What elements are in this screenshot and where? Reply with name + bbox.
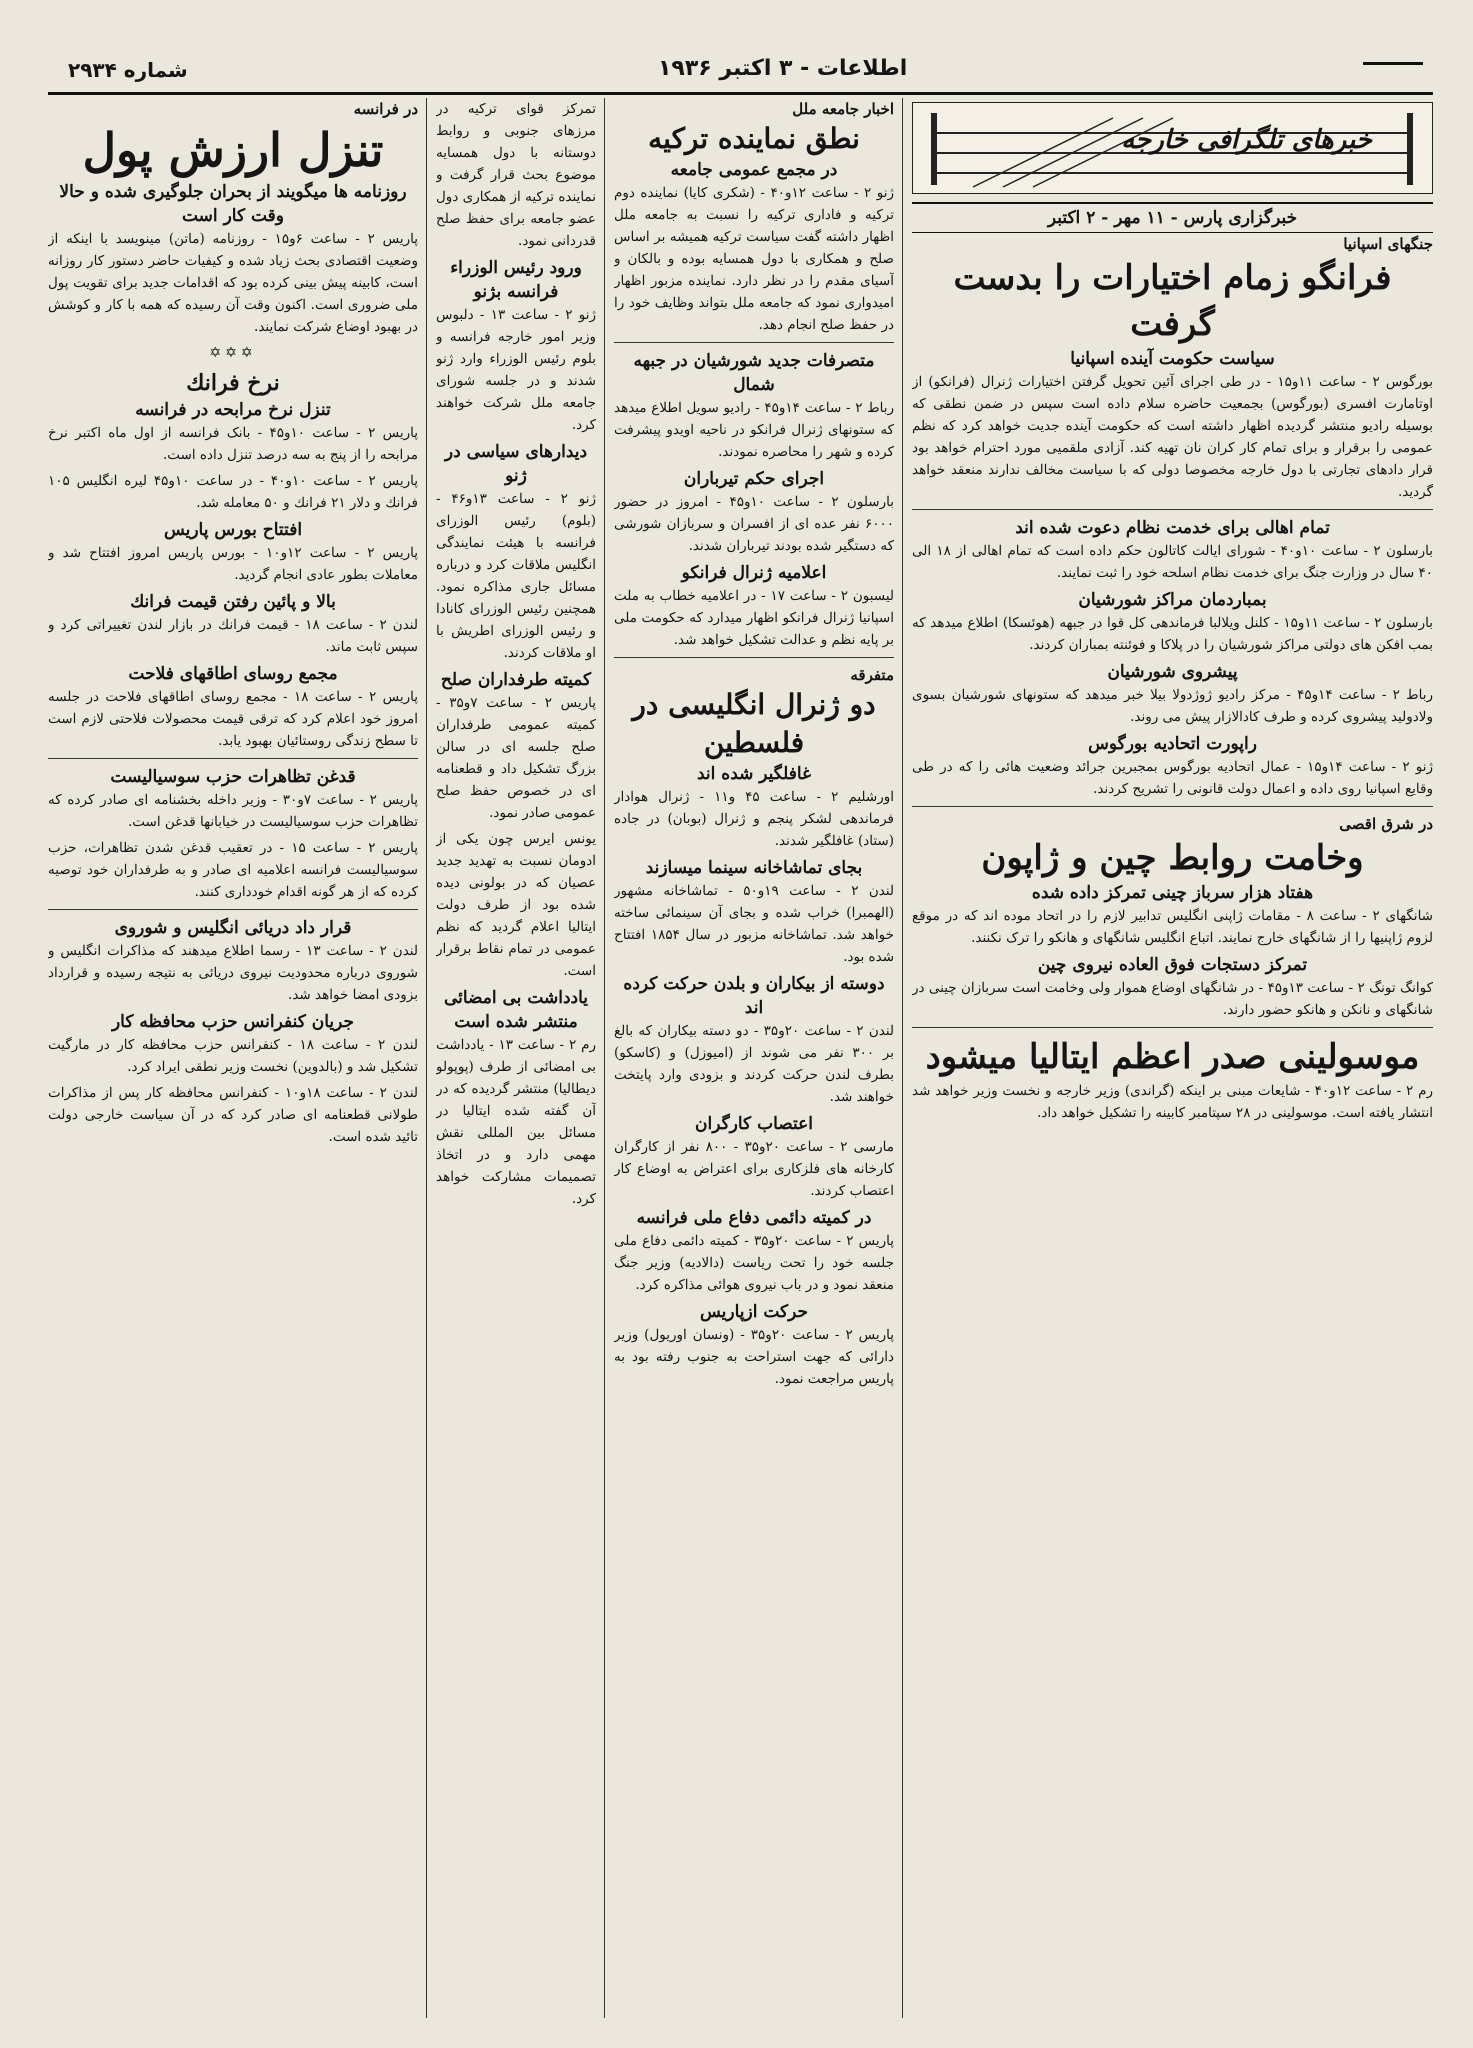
article-cinema: لندن ۲ - ساعت ۱۹و۵۰ - تماشاخانه مشهور (الهمبرا) خراب شده و بجای آن سینمائی ساخته خواهد شد. تماشاخانه مزبور در سال ۱۸۵۴ افتتاح شده بود. xyxy=(614,883,894,965)
headline-peace: کمیته طرفداران صلح xyxy=(440,670,592,690)
headline-report: راپورت اتحادیه بورگوس xyxy=(1088,734,1257,754)
article-agriculture: پاریس ۲ - ساعت ۱۸ - مجمع روسای اطاقهای فلاحت در جلسه امروز خود اعلام کرد که ترقی قیمت محصولات فلاحتی لازم است تا سطح زندگی روستائیان بهبود یابد. xyxy=(48,689,418,749)
article-socialist: پاریس ۲ - ساعت ۷و۳۰ - وزیر داخله بخشنامه ای صادر کرده که تظاهرات حزب سوسیالیست در خیابانها قدغن است. xyxy=(48,792,418,830)
headline-troops: تمرکز دستجات فوق العاده نیروی چین xyxy=(1037,955,1308,975)
kicker-league: اخبار جامعه ملل xyxy=(792,100,894,118)
issue-number: شماره ۲۹۳۴ xyxy=(68,58,188,82)
headline-turkey: نطق نماینده ترکیه xyxy=(648,122,860,155)
headline-china-japan: وخامت روابط چین و ژاپون xyxy=(981,838,1364,878)
article-conservative-followup: لندن ۲ - ساعت ۱۸و۱۰ - کنفرانس محافظه کار پس از مذاکرات طولانی قطعنامه ای صادر کرد که در آن سیاست خارجی دولت تائید شده است. xyxy=(48,1085,418,1145)
headline-declaration: اعلامیه ژنرال فرانکو xyxy=(681,563,827,583)
article-peace: پاریس ۲ - ساعت ۷و۳۵ - کمیته عمومی طرفداران صلح جلسه ای در سالن بزرگ تشکیل داد و قطعنامه ای در خصوص حفظ صلح عمومی صادر نمود. xyxy=(436,695,596,821)
article-franc-fluctuation: لندن ۲ - ساعت ۱۸ - قیمت فرانك در بازار لندن تغییراتی کرد و سپس ثابت ماند. xyxy=(48,617,418,655)
article-turkey-cont: تمرکز قوای ترکیه در مرزهای جنوبی و روابط دوستانه با دول همسایه موضوع بحث قرار گرفت و نماینده ترکیه از همکاری دول عضو جامعه برای حفظ صلح قدردانی نمود. xyxy=(436,101,596,249)
headline-agriculture: مجمع روسای اطاقهای فلاحت xyxy=(128,664,338,684)
column-league xyxy=(614,98,894,2018)
article-naval: لندن ۲ - ساعت ۱۳ - رسما اطلاع میدهند که مذاکرات انگلیس و شوروی درباره محدودیت نیروی دریائی به نتیجه رسیده و قرارداد بزودی امضا خواهد شد. xyxy=(48,943,418,1003)
article-march: لندن ۲ - ساعت ۲۰و۳۵ - دو دسته بیکاران که بالغ بر ۳۰۰ نفر می شوند از (امیوزل) و (کاسکو) بطرف لندن حرکت کردند و بزودی وارد پایتخت خواهند شد. xyxy=(614,1023,894,1105)
headline-bombing: بمباردمان مراکز شورشیان xyxy=(1078,590,1267,610)
headline-insurgents: متصرفات جدید شورشیان در جبهه شمال xyxy=(633,351,875,395)
subhead-turkey: در مجمع عمومی جامعه xyxy=(670,160,838,180)
article-conservative: لندن ۲ - ساعت ۱۸ - کنفرانس حزب محافظه کار در مارگیت تشکیل شد و (بالدوین) نخست وزیر نطقی ایراد کرد. xyxy=(48,1037,418,1075)
column-rule xyxy=(902,98,903,2018)
kicker-misc: متفرقه xyxy=(850,666,894,684)
headline-premier: ورود رئیس الوزراء فرانسه بژنو xyxy=(450,258,582,302)
column-foreign-news xyxy=(912,98,1433,2018)
telegram-logo xyxy=(912,102,1433,194)
article-socialist-followup: پاریس ۲ - ساعت ۱۵ - در تعقیب قدغن شدن تظاهرات، حزب سوسیالیست فرانسه اعلامیه ای صادر و به طرفداران خود توصیه کرده که از هر گونه اقدام خودداری کنند. xyxy=(48,840,418,900)
headline-execution: اجرای حکم تیرباران xyxy=(683,469,825,489)
article-mussolini: رم ۲ - ساعت ۱۲و۴۰ - شایعات مبنی بر اینکه (گراندی) وزیر خارجه و نخست وزیر خواهد شد انتشار یافته است. موسولینی در ۲۸ سپتامبر کابینه را تشکیل خواهد داد. xyxy=(912,1083,1433,1121)
subhead-currency: روزنامه ها میگویند از بحران جلوگیری شده و حالا وقت کار است xyxy=(59,182,407,226)
article-advance: رباط ۲ - ساعت ۱۴و۴۵ - مرکز رادیو ژوژدولا بیلا خبر میدهد که ستونهای شورشیان بسوی ولادولید پیشروی کرده و طرف کادالازار پیش می روند. xyxy=(912,687,1433,725)
article-premier: ژنو ۲ - ساعت ۱۳ - دلبوس وزیر امور خارجه فرانسه و بلوم رئیس الوزراء وارد ژنو شدند و در جلسه شورای جامعه ملل شرکت خواهند کرد. xyxy=(436,307,596,433)
column-geneva xyxy=(436,98,596,2018)
headline-socialist: قدغن تظاهرات حزب سوسیالیست xyxy=(110,767,356,787)
article-troops: کوانگ تونگ ۲ - ساعت ۱۳و۴۵ - در شانگهای اوضاع هموار ولی وخامت است سربازان چینی در شانگهای و نانکن و هانکو حضور دارند. xyxy=(912,980,1433,1018)
subhead-china-japan: هفتاد هزار سرباز چینی تمرکز داده شده xyxy=(1031,883,1314,903)
article-note: رم ۲ - ساعت ۱۳ - یادداشت بی امضائی از طرف (پوپولو دیطالیا) منتشر گردیده که در آن گفته شده ایتالیا در مسائل بین المللی نقش مهمی دارد و در اتخاذ تصمیمات مشارکت خواهد کرد. xyxy=(436,1037,596,1207)
headline-naval: قرار داد دریائی انگلیس و شوروی xyxy=(114,918,352,938)
article-strike: مارسی ۲ - ساعت ۲۰و۳۵ - ۸۰۰ نفر از کارگران کارخانه های فلزکاری برای اعتراض به اوضاع کار اعتصاب کردند. xyxy=(614,1139,894,1199)
article-turkey: ژنو ۲ - ساعت ۱۲و۴۰ - (شکری کایا) نماینده دوم ترکیه و فاداری ترکیه را نسبت به جامعه ملل اظهار داشته گفت سیاست ترکیه همیشه بر اساس صلح و همکاری با دول همسایه بوده و بالکان و آسیای مقدم را در نظر دارد. نماینده مزبور اظهار امیدواری نمود که جامعه ملل بتواند وظایف خود را در حفظ صلح انجام دهد. xyxy=(614,185,894,333)
headline-note: یادداشت بی امضائی منتشر شده است xyxy=(443,988,589,1032)
subhead-franco: سیاست حکومت آینده اسپانیا xyxy=(1070,349,1275,369)
article-china-japan: شانگهای ۲ - ساعت ۸ - مقامات ژاپنی انگلیس تدابیر لازم را در اتحاد موده اند که در موقع لزوم ژاپنیها را از شانگهای خارج نمایند. اتباع انگلیس شانگهای و هانکو را ترک نکنند. xyxy=(912,908,1433,946)
headline-defense: در کمیته دائمی دفاع ملی فرانسه xyxy=(636,1208,872,1228)
subhead-generals: غافلگیر شده اند xyxy=(696,764,811,784)
separator-stars: ✡✡✡ xyxy=(209,345,257,361)
logo-title: خبرهای تلگرافی خارجه xyxy=(1121,125,1372,155)
masthead-ornament xyxy=(1363,62,1423,73)
column-rule xyxy=(604,98,605,2018)
article-bombing: بارسلون ۲ - ساعت ۱۱و۱۵ - کلنل ویلالبا فرماندهی کل قوا در جبهه (هوئسکا) اطلاع میدهد که بمب افکن های دولتی مراکز شورشیان را در پلاکا و فوئنته بمباران کردند. xyxy=(912,615,1433,653)
article-franco: بورگوس ۲ - ساعت ۱۱و۱۵ - در طی اجرای آئین تحویل گرفتن اختیارات ژنرال (فرانکو) از اوتامارت افسری (بورگوس) بجمعیت حاضره سلام داده است سپس در ضمن نطقی که بوسیله رادیو منتشر گردیده اظهار داشته است که حکومت آینده جدیت خواهد کرد که نظم عمومی را برقرار و برای تمام کار کران نان تهیه کند. آزادی ملقمیی مورد احترام خواهد بود قرار دادهای تجارتی با دول خارجه مخصوصا دولی که با سیاست مخالف ندارند منعقد خواهد گردید. xyxy=(912,374,1433,500)
headline-franco: فرانگو زمام اختیارات را بدست گرفت xyxy=(953,258,1392,344)
article-insurgents: رباط ۲ - ساعت ۱۴و۴۵ - رادیو سویل اطلاع میدهد که ستونهای ژنرال فرانکو در ناحیه اویدو پیشرفت کرده و شهر را محاصره نمودند. xyxy=(614,400,894,460)
article-bourse: پاریس ۲ - ساعت ۱۲و۱۰ - بورس پاریس امروز افتتاح شد و معاملات بطور عادی انجام گردید. xyxy=(48,545,418,583)
headline-generals: دو ژنرال انگلیسی در فلسطین xyxy=(632,688,876,759)
article-currency: پاریس ۲ - ساعت ۶و۱۵ - روزنامه (ماتن) مینویسد با اینکه از وضعیت اقتصادی بحث زیاد شده و کیفیات حاضر دستور کار روزانه است، کابینه پیش بینی کرده بود که اقدامات جدید برای تقویت پول ملی ضروری است. اکنون وقت آن رسیده که همه با کار و کوشش در بهبود اوضاع شرکت نمایند. xyxy=(48,231,418,335)
agency-heading: خبرگزاری پارس - ۱۱ مهر - ۲ اکتبر xyxy=(1047,208,1298,228)
headline-advance: پیشروی شورشیان xyxy=(1107,662,1238,682)
article-execution: بارسلون ۲ - ساعت ۱۰و۴۵ - امروز در حضور ۶۰۰۰ نفر عده ای از افسران و سربازان شورشی که دستگیر شده بودند تیرباران شدند. xyxy=(614,494,894,554)
kicker-far-east: در شرق اقصی xyxy=(1339,815,1433,833)
article-italy: یونس ایرس چون یکی از ادومان نسبت به تهدید جدید عصیان که در بولونی دیده شده بود از طرف دولت ایتالیا اعلام گردید که نظم عمومی در تمام نقاط برقرار است. xyxy=(436,831,596,979)
headline-mussolini: موسولینی صدر اعظم ایتالیا میشود xyxy=(925,1037,1420,1077)
headline-franc-fluctuation: بالا و پائین رفتن قیمت فرانك xyxy=(130,592,336,612)
article-defense: پاریس ۲ - ساعت ۲۰و۳۵ - کمیته دائمی دفاع ملی جلسه خود را تحت ریاست (دالادیه) وزیر جنگ منعقد نمود و در باب نیروی هوائی مذاکره کرد. xyxy=(614,1233,894,1293)
headline-rate: تنزل نرخ مرابحه در فرانسه xyxy=(135,400,331,420)
headline-visits: دیدارهای سیاسی در ژنو xyxy=(444,442,588,486)
article-exchange: پاریس ۲ - ساعت ۱۰و۴۰ - در ساعت ۱۰و۴۵ لیره انگلیس ۱۰۵ فرانك و دلار ۲۱ فرانك و ۵۰ معامله شد. xyxy=(48,473,418,511)
article-report: ژنو ۲ - ساعت ۱۴و۱۵ - عمال اتحادیه بورگوس بمجبرین جرائد وضعیت هائی را که در طی وقایع اسپانیا روی داده و اعمال دولت قانونی را تشریح کردند. xyxy=(912,759,1433,797)
newspaper-page xyxy=(48,52,1433,2026)
article-generals: اورشلیم ۲ - ساعت ۴۵ و۱۱ - ژنرال هوادار فرماندهی لشکر پنجم و ژنرال (بوبان) در جاده (ستاد) غافلگیر شدند. xyxy=(614,789,894,849)
article-volunteers: بارسلون ۲ - ساعت ۱۰و۴۰ - شورای ایالت کاتالون حکم داده است که تمام اهالی از ۱۸ الی ۴۰ سال در وزارت جنگ برای خدمت نظام اسلحه خود را ثبت نمایند. xyxy=(912,543,1433,581)
agency-line xyxy=(912,202,1433,233)
headline-cinema: بجای تماشاخانه سینما میسازند xyxy=(645,858,863,878)
headline-currency: تنزل ارزش پول xyxy=(82,123,384,177)
article-visits: ژنو ۲ - ساعت ۱۳و۴۶ - (بلوم) رئیس الوزرای فرانسه با هیئت نمایندگی انگلیس ملاقات کرد و درباره مسائل جاری مذاکره نمود. همچنین رئیس الوزرای کانادا و رئیس الوزرای اطریش با او ملاقات کردند. xyxy=(436,491,596,661)
headline-departure: حرکت ازپاریس xyxy=(699,1302,809,1322)
kicker-france: در فرانسه xyxy=(353,100,418,118)
masthead xyxy=(48,52,1433,95)
article-declaration: لیسبون ۲ - ساعت ۱۷ - در اعلامیه خطاب به ملت اسپانیا ژنرال فرانکو اظهار میدارد که حکومت ملی بر پایه نظم و عدالت تشکیل خواهد شد. xyxy=(614,588,894,648)
headline-conservative: جریان کنفرانس حزب محافظه کار xyxy=(111,1012,355,1032)
headline-strike: اعتصاب کارگران xyxy=(694,1114,813,1134)
headline-franc: نرخ فرانك xyxy=(186,370,280,396)
column-france xyxy=(48,98,418,2018)
article-rate: پاریس ۲ - ساعت ۱۰و۴۵ - بانک فرانسه از اول ماه اکتبر نرخ مرابحه را از پنج به سه درصد تنزل داده است. xyxy=(48,425,418,463)
kicker-spain: جنگهای اسپانیا xyxy=(1343,235,1433,253)
headline-volunteers: تمام اهالی برای خدمت نظام دعوت شده اند xyxy=(1015,518,1330,538)
article-departure: پاریس ۲ - ساعت ۲۰و۳۵ - (ونسان اوریول) وزیر دارائی که جهت استراحت به جنوب رفته بود به پاریس مراجعت نمود. xyxy=(614,1327,894,1387)
headline-march: دوسته از بیکاران و بلدن حرکت کرده اند xyxy=(623,974,885,1018)
column-rule xyxy=(426,98,427,2018)
headline-bourse: افتتاح بورس پاریس xyxy=(163,520,303,540)
paper-date: اطلاعات - ۳ اکتبر ۱۹۳۶ xyxy=(658,56,908,81)
